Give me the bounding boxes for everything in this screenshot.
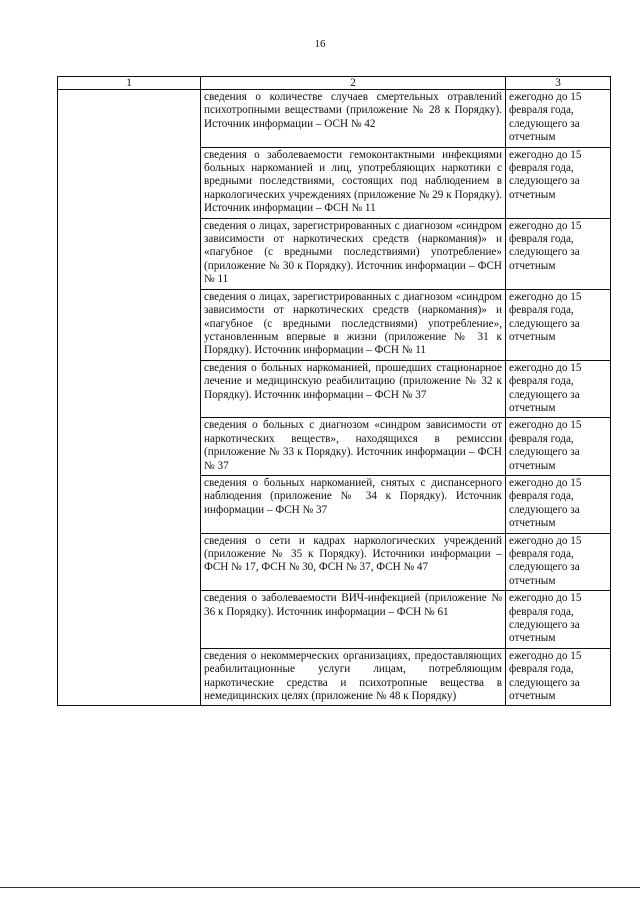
row-description: сведения о лицах, зарегистрированных с диагнозом «синдром зависимости от наркотических средств (наркомания)» и «пагубное (с вредными последствиями) употребление» (приложение № 30 к Порядку). Источник информации – ФСН № 11 [201, 218, 506, 289]
page-number: 16 [314, 38, 326, 50]
row-description: сведения о больных с диагнозом «синдром зависимости от наркотических веществ», находящихся в ремиссии (приложение № 33 к Порядку). Источник информации – ФСН № 37 [201, 418, 506, 476]
row-due-date: ежегодно до 15 февраля года, следующего за отчетным [506, 591, 611, 649]
row-due-date: ежегодно до 15 февраля года, следующего за отчетным [506, 147, 611, 218]
table-header [58, 77, 611, 90]
row-description: сведения о заболеваемости ВИЧ-инфекцией (приложение № 36 к Порядку). Источник информации – ФСН № 61 [201, 591, 506, 649]
row-description: сведения о заболеваемости гемоконтактными инфекциями больных наркоманией и лиц, употребляющих наркотики с вредными последствиями, состоящих под наблюдением в наркологических учреждениях (приложение № 29 к Порядку). Источник информации – ФСН № 11 [201, 147, 506, 218]
header-row [58, 77, 611, 90]
row-due-date: ежегодно до 15 февраля года, следующего за отчетным [506, 648, 611, 706]
row-due-date: ежегодно до 15 февраля года, следующего за отчетным [506, 218, 611, 289]
header-col-3: 3 [506, 77, 611, 90]
row-due-date: ежегодно до 15 февраля года, следующего за отчетным [506, 533, 611, 591]
row-due-date: ежегодно до 15 февраля года, следующего за отчетным [506, 90, 611, 148]
row-due-date: ежегодно до 15 февраля года, следующего за отчетным [506, 360, 611, 418]
bottom-rule [0, 887, 640, 888]
row-description: сведения о лицах, зарегистрированных с диагнозом «синдром зависимости от наркотических средств (наркомания)» и «пагубное (с вредными последствиями) употребление», установленным впервые в жизни (приложение № 31 к Порядку). Источник информации – ФСН № 11 [201, 289, 506, 360]
table-body [58, 90, 611, 706]
row-description: сведения о некоммерческих организациях, предоставляющих реабилитационные услуги лицам, потребляющим наркотические средства и психотропные вещества в немедицинских целях (приложение № 48 к Порядку) [201, 648, 506, 706]
header-col-1: 1 [58, 77, 201, 90]
reporting-table [57, 76, 611, 706]
row-description: сведения о сети и кадрах наркологических учреждений (приложение № 35 к Порядку). Источники информации – ФСН № 17, ФСН № 30, ФСН № 37, ФСН № 47 [201, 533, 506, 591]
row-due-date: ежегодно до 15 февраля года, следующего за отчетным [506, 289, 611, 360]
header-col-2: 2 [201, 77, 506, 90]
row-description: сведения о больных наркоманией, снятых с диспансерного наблюдения (приложение № 34 к Порядку). Источник информации – ФСН № 37 [201, 475, 506, 533]
row-description: сведения о количестве случаев смертельных отравлений психотропными веществами (приложение № 28 к Порядку). Источник информации – ОСН № 42 [201, 90, 506, 148]
merged-empty-cell [58, 90, 201, 706]
table-row [58, 90, 611, 148]
row-due-date: ежегодно до 15 февраля года, следующего за отчетным [506, 418, 611, 476]
row-due-date: ежегодно до 15 февраля года, следующего за отчетным [506, 475, 611, 533]
row-description: сведения о больных наркоманией, прошедших стационарное лечение и медицинскую реабилитацию (приложение № 32 к Порядку). Источник информации – ФСН № 37 [201, 360, 506, 418]
